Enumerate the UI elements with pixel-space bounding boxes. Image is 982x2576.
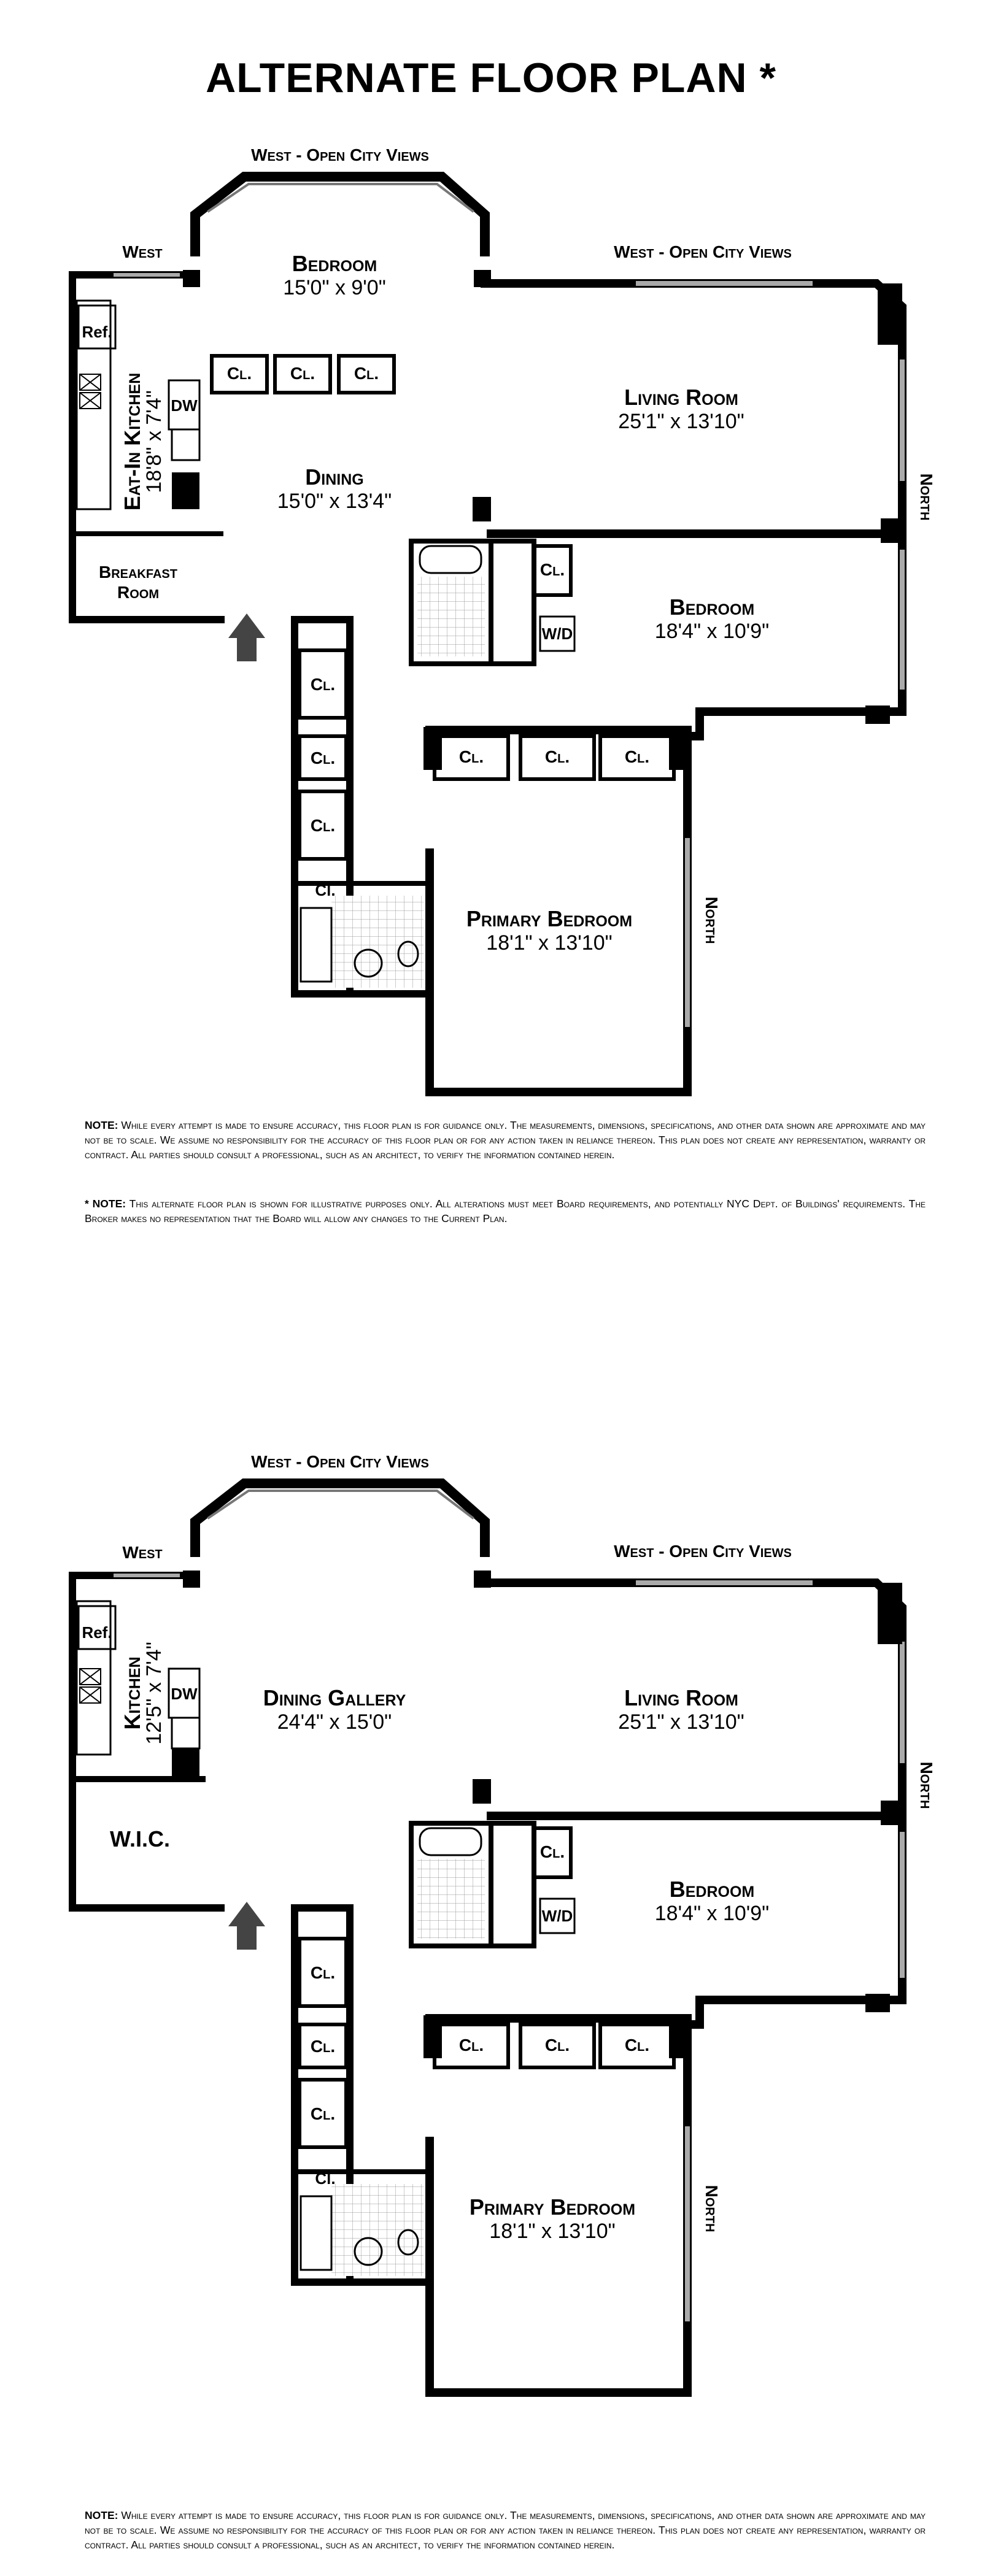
north-label: North — [917, 473, 936, 521]
closet-label: Cl. — [310, 1963, 336, 1982]
primary-bedroom-label: Primary Bedroom — [469, 2194, 636, 2220]
closet-label: Cl. — [310, 748, 336, 767]
closet-label: Cl. — [310, 2037, 336, 2056]
primary-bedroom-label: Primary Bedroom — [466, 906, 633, 931]
dining-gallery-label: Dining Gallery — [263, 1685, 406, 1710]
dw-label: DW — [171, 1685, 198, 1703]
alternate-plan-note: * NOTE: This alternate floor plan is shown for illustrative purposes only. All alterations must meet Board requirements, and potentially NYC Dept. of Buildings' requirements. The Broker makes no representation that the Board will allow any changes to the Current Plan. — [85, 1198, 926, 1225]
disclaimer-note: NOTE: While every attempt is made to ensure accuracy, this floor plan is for guidance only. The measurements, dimensions, specifications, and other data shown are approximate and may not be to scale. We assume no responsibility for the accuracy of this floor plan or for any action taken in reliance thereon. This plan does not create any representation, warranty or contract. All parties should consult a professional, such as an architect, to verify the information contained herein. — [85, 2509, 926, 2551]
views-right-label: West - Open City Views — [614, 1542, 792, 1561]
dining-dim: 15'0" x 13'4" — [277, 490, 392, 513]
stove-icon — [80, 1669, 101, 1703]
closet-label: Cl. — [544, 747, 570, 766]
entry-arrow-icon — [228, 1902, 265, 1950]
dw-label: DW — [171, 396, 198, 415]
shower — [301, 908, 331, 982]
wd-closet — [491, 541, 534, 664]
north-label: North — [917, 1761, 936, 1809]
closet-label: Cl. — [310, 675, 336, 694]
closet-label: Cl. — [354, 364, 379, 383]
breakfast-label: Room — [117, 583, 159, 602]
bathtub — [420, 1828, 481, 1855]
bay-window-glazing — [209, 1491, 473, 1518]
bath-tile — [417, 1859, 485, 1939]
closet-label: Cl. — [539, 560, 565, 579]
views-top-label: West - Open City Views — [251, 145, 429, 164]
wd-label: W/D — [541, 1907, 573, 1925]
floor-plan-current — [0, 0, 982, 1104]
entry-arrow-icon — [228, 613, 265, 661]
kitchen-dim: 12'5" x 7'4" — [142, 1642, 166, 1745]
closet-label: Cl. — [310, 2104, 336, 2123]
breakfast-label: Breakfast — [98, 563, 178, 582]
stove-icon — [80, 374, 101, 409]
kitchen-label: Kitchen — [120, 1656, 145, 1730]
wd-label: W/D — [541, 625, 573, 643]
floor-plan-alternate — [0, 1276, 982, 2442]
north-label: North — [702, 896, 721, 944]
bedroom2-label: Bedroom — [669, 1877, 755, 1902]
dining-label: Dining — [305, 464, 364, 490]
bedroom2-dim: 18'4" x 10'9" — [654, 1902, 770, 1925]
closet-label: Cl. — [458, 2036, 484, 2055]
closet-label: Cl. — [310, 816, 336, 835]
closet-label: Cl. — [458, 747, 484, 766]
closet-label: Cl. — [290, 364, 315, 383]
wic-label: W.I.C. — [110, 1826, 170, 1851]
sink-kitchen — [172, 1718, 199, 1748]
closet-label: Cl. — [315, 2169, 336, 2188]
living-room-dim: 25'1" x 13'10" — [618, 410, 744, 433]
bedroom-dim: 15'0" x 9'0" — [283, 276, 386, 299]
bedroom2-label: Bedroom — [669, 594, 755, 620]
bay-window-glazing — [209, 184, 473, 211]
bedroom-label: Bedroom — [292, 251, 377, 276]
living-room-label: Living Room — [624, 385, 738, 410]
west-label: West — [122, 242, 163, 261]
closet-label: Cl. — [544, 2036, 570, 2055]
living-room-dim: 25'1" x 13'10" — [618, 1710, 744, 1734]
closet-label: Cl. — [539, 1842, 565, 1861]
north-label: North — [702, 2185, 721, 2232]
closet-label: Cl. — [226, 364, 252, 383]
primary-bedroom-dim: 18'1" x 13'10" — [486, 931, 613, 955]
sink-kitchen — [172, 429, 199, 460]
closet-label: Cl. — [624, 747, 650, 766]
wd-closet — [491, 1823, 534, 1946]
primary-bedroom-dim: 18'1" x 13'10" — [489, 2220, 616, 2243]
bedroom2-dim: 18'4" x 10'9" — [654, 620, 770, 643]
disclaimer-note: NOTE: While every attempt is made to ensure accuracy, this floor plan is for guidance only. The measurements, dimensions, specifications, and other data shown are approximate and may not be to scale. We assume no responsibility for the accuracy of this floor plan or for any action taken in reliance thereon. This plan does not create any representation, warranty or contract. All parties should consult a professional, such as an architect, to verify the information contained herein. — [85, 1119, 926, 1161]
views-right-label: West - Open City Views — [614, 242, 792, 261]
dining-gallery-dim: 24'4" x 15'0" — [277, 1710, 392, 1734]
kitchen-dim: 18'8" x 7'4" — [142, 390, 166, 493]
closet-label: Cl. — [624, 2036, 650, 2055]
kitchen-label: Eat-In Kitchen — [120, 372, 145, 511]
bath-tile — [417, 577, 485, 656]
west-label: West — [122, 1543, 163, 1562]
bathtub — [420, 546, 481, 573]
shower — [301, 2196, 331, 2270]
views-top-label: West - Open City Views — [251, 1452, 429, 1471]
living-room-label: Living Room — [624, 1685, 738, 1710]
closet-label: Cl. — [315, 881, 336, 899]
structural-columns — [172, 270, 902, 770]
ref-label: Ref. — [82, 323, 112, 341]
page-title: ALTERNATE FLOOR PLAN * — [206, 55, 776, 101]
ref-label: Ref. — [82, 1623, 112, 1642]
